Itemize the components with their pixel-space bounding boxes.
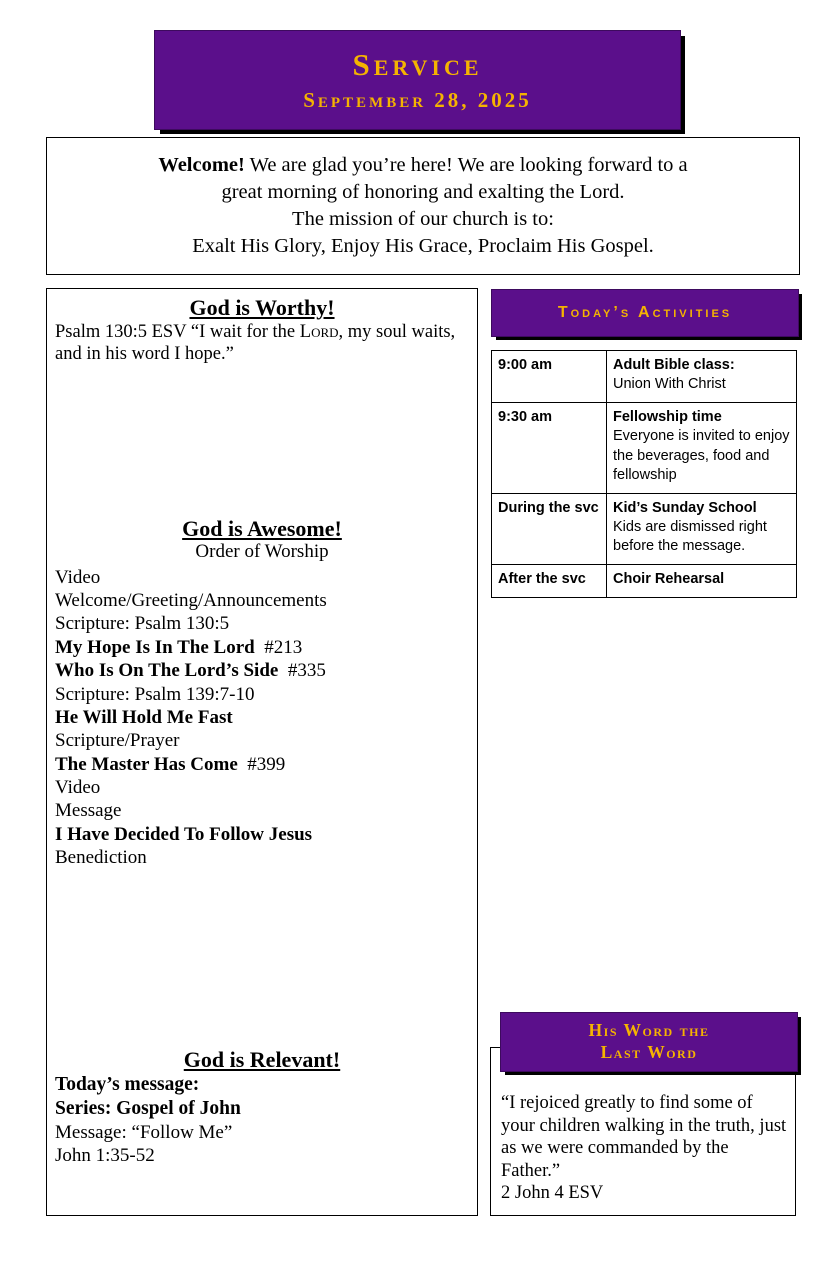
- activity-time: 9:30 am: [492, 403, 607, 494]
- verse-lord-word: Lord: [299, 322, 339, 343]
- last-word-quote: “I rejoiced greatly to find some of your children walking in the truth, just as we were commanded by the Father.”: [501, 1093, 787, 1181]
- order-item-text: Scripture/Prayer: [55, 730, 180, 752]
- list-item: [55, 753, 469, 776]
- service-banner: [154, 30, 681, 130]
- message-block: [55, 1073, 469, 1168]
- order-item-text: He Will Hold Me Fast: [55, 706, 233, 728]
- verse-part-1: Psalm 130:5 ESV “I wait for the: [55, 322, 300, 343]
- order-of-worship-list: [55, 566, 469, 870]
- welcome-text-1: We are glad you’re here! We are looking forward to a: [249, 153, 688, 176]
- list-item: [55, 799, 469, 822]
- verse-part-2: , my soul waits, and in his word I hope.”: [55, 322, 456, 365]
- welcome-line-2: great morning of honoring and exalting the Lord.: [221, 180, 625, 203]
- activity-title: Choir Rehearsal: [613, 571, 725, 588]
- activity-detail: [607, 565, 797, 598]
- section-heading-worthy: God is Worthy!: [189, 295, 335, 320]
- list-item: [55, 683, 469, 706]
- table-row: [492, 351, 797, 403]
- activity-detail: [607, 403, 797, 494]
- hymn-number: #213: [264, 636, 303, 658]
- list-item: [55, 659, 469, 682]
- activity-description: Union With Christ: [613, 376, 726, 393]
- list-item: [55, 706, 469, 729]
- activity-time: After the svc: [492, 565, 607, 598]
- welcome-box: [46, 137, 800, 275]
- table-row: [492, 493, 797, 564]
- list-item: [55, 776, 469, 799]
- activity-description: Kids are dismissed right before the message.: [613, 518, 767, 554]
- activities-header: [491, 289, 799, 337]
- activity-time: During the svc: [492, 493, 607, 564]
- activities-table: [491, 350, 797, 598]
- activity-title: Fellowship time: [613, 409, 722, 426]
- message-title: Message: “Follow Me”: [55, 1121, 233, 1143]
- message-series: Series: Gospel of John: [55, 1097, 241, 1119]
- welcome-line-4: Exalt His Glory, Enjoy His Grace, Proclaim His Gospel.: [192, 235, 654, 258]
- service-date: September 28, 2025: [303, 87, 532, 112]
- welcome-line-3: The mission of our church is to:: [292, 208, 554, 230]
- table-row: [492, 403, 797, 494]
- activity-title: Kid’s Sunday School: [613, 499, 757, 516]
- service-title: Service: [352, 47, 483, 83]
- last-word-header-line-1: His Word the: [588, 1020, 710, 1041]
- list-item: [55, 846, 469, 869]
- order-item-text: My Hope Is In The Lord: [55, 636, 255, 658]
- list-item: [55, 729, 469, 752]
- list-item: [55, 589, 469, 612]
- activity-time: 9:00 am: [492, 351, 607, 403]
- hymn-number: #399: [247, 753, 286, 775]
- order-item-text: Video: [55, 777, 101, 798]
- order-item-text: Scripture: Psalm 139:7-10: [55, 683, 255, 705]
- section-heading-relevant: God is Relevant!: [183, 1047, 341, 1073]
- worship-column: [46, 288, 478, 1216]
- list-item: [55, 636, 469, 659]
- order-item-text: Video: [55, 566, 101, 588]
- message-reference: John 1:35-52: [55, 1145, 155, 1167]
- list-item: [55, 823, 469, 846]
- welcome-line-1: [158, 152, 687, 179]
- order-of-worship-label: Order of Worship: [195, 540, 329, 562]
- spacer-lower: [55, 869, 469, 1047]
- activity-description: Everyone is invited to enjoy the beverages, food and fellowship: [613, 428, 790, 483]
- hymn-number: #335: [287, 660, 326, 682]
- last-word-header-line-2: Last Word: [600, 1042, 698, 1062]
- order-item-text: Benediction: [55, 847, 147, 869]
- order-item-text: The Master Has Come: [55, 753, 238, 775]
- table-row: [492, 565, 797, 598]
- section-heading-awesome: God is Awesome!: [182, 515, 342, 541]
- activity-title: Adult Bible class:: [613, 357, 735, 373]
- scripture-verse: [55, 321, 469, 365]
- activities-header-label: Today’s Activities: [557, 304, 733, 321]
- activity-detail: [607, 493, 797, 564]
- welcome-lead: Welcome!: [158, 153, 245, 176]
- last-word-header: [500, 1012, 798, 1072]
- spacer-upper: [55, 366, 469, 516]
- list-item: [55, 612, 469, 635]
- order-item-text: Scripture: Psalm 130:5: [55, 613, 230, 635]
- order-item-text: Who Is On The Lord’s Side: [55, 660, 279, 682]
- list-item: [55, 566, 469, 589]
- last-word-reference: 2 John 4 ESV: [501, 1183, 604, 1204]
- today-message-label: Today’s message:: [55, 1073, 200, 1095]
- order-item-text: Message: [55, 800, 122, 822]
- order-item-text: Welcome/Greeting/Announcements: [55, 590, 327, 612]
- activity-detail: [607, 351, 797, 403]
- order-item-text: I Have Decided To Follow Jesus: [55, 823, 313, 845]
